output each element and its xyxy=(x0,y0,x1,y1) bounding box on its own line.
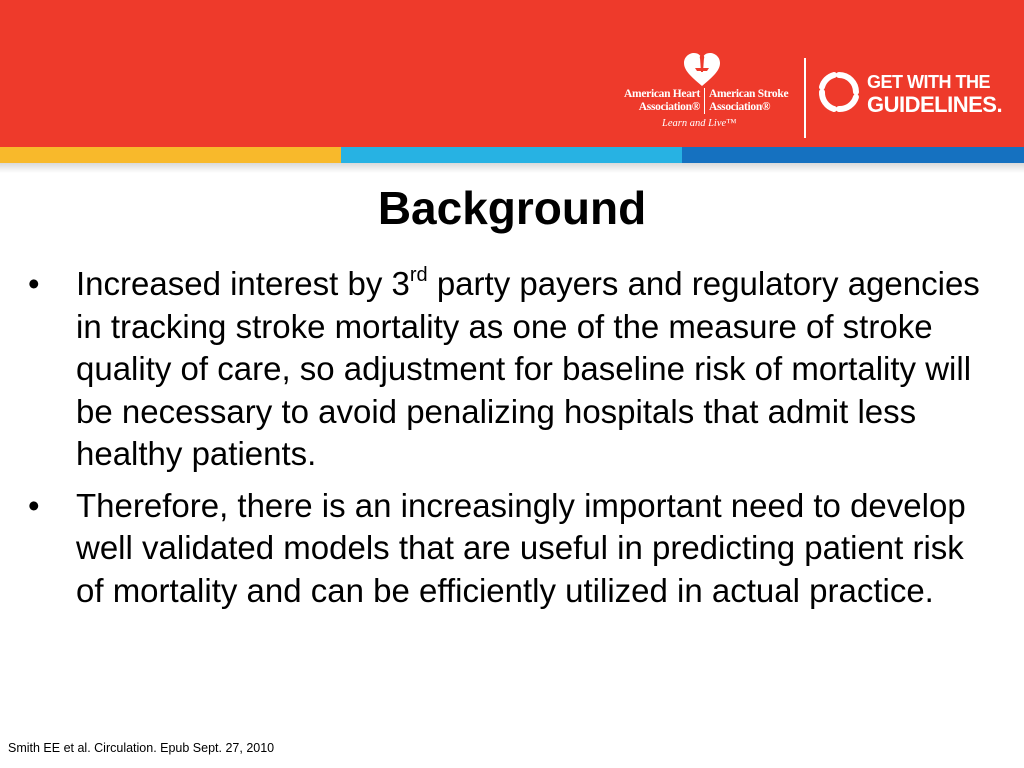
bullet-text-end: party payers and regulatory agencies in tracking stroke mortality as one of the measure of stroke quality of care, so adjustment for baseline risk of mortality will be necessary to avoid penalizing hospitals that admit less healthy patients. xyxy=(76,265,980,472)
header-stripe-dark-blue xyxy=(682,147,1024,163)
gwtg-line-1: GET WITH THE xyxy=(867,72,990,92)
aha-asa-logo xyxy=(612,50,797,135)
bullet-item xyxy=(24,485,984,613)
bullet-text: Therefore, there is an increasingly important need to develop well validated models that are useful in predicting patient risk of mortality and can be efficiently utilized in actual practice. xyxy=(76,486,966,609)
gwtg-line-2: GUIDELINES. xyxy=(867,92,1003,117)
aha-separator xyxy=(704,88,705,114)
asa-name: American Stroke Association® xyxy=(709,88,789,113)
heart-torch-icon xyxy=(682,52,722,88)
bullet-dot: • xyxy=(28,486,40,524)
bullet-item xyxy=(24,263,984,476)
logo-divider xyxy=(804,58,806,138)
bullet-superscript: rd xyxy=(409,264,428,286)
aha-tagline: Learn and Live™ xyxy=(662,118,737,129)
header-stripe-light-blue xyxy=(341,147,682,163)
bullet-text-start: Increased interest by 3 xyxy=(76,265,410,302)
bullet-dot: • xyxy=(28,265,40,302)
get-with-the-guidelines-logo xyxy=(817,70,1017,120)
gwtg-ring-icon xyxy=(817,70,861,114)
slide-title: Background xyxy=(377,182,647,234)
aha-name: American Heart Association® xyxy=(624,88,700,113)
header-stripe-yellow xyxy=(0,147,341,163)
bullet-list xyxy=(24,263,984,621)
header-shadow xyxy=(0,163,1024,173)
citation: Smith EE et al. Circulation. Epub Sept. 27, 2010 xyxy=(8,741,275,755)
